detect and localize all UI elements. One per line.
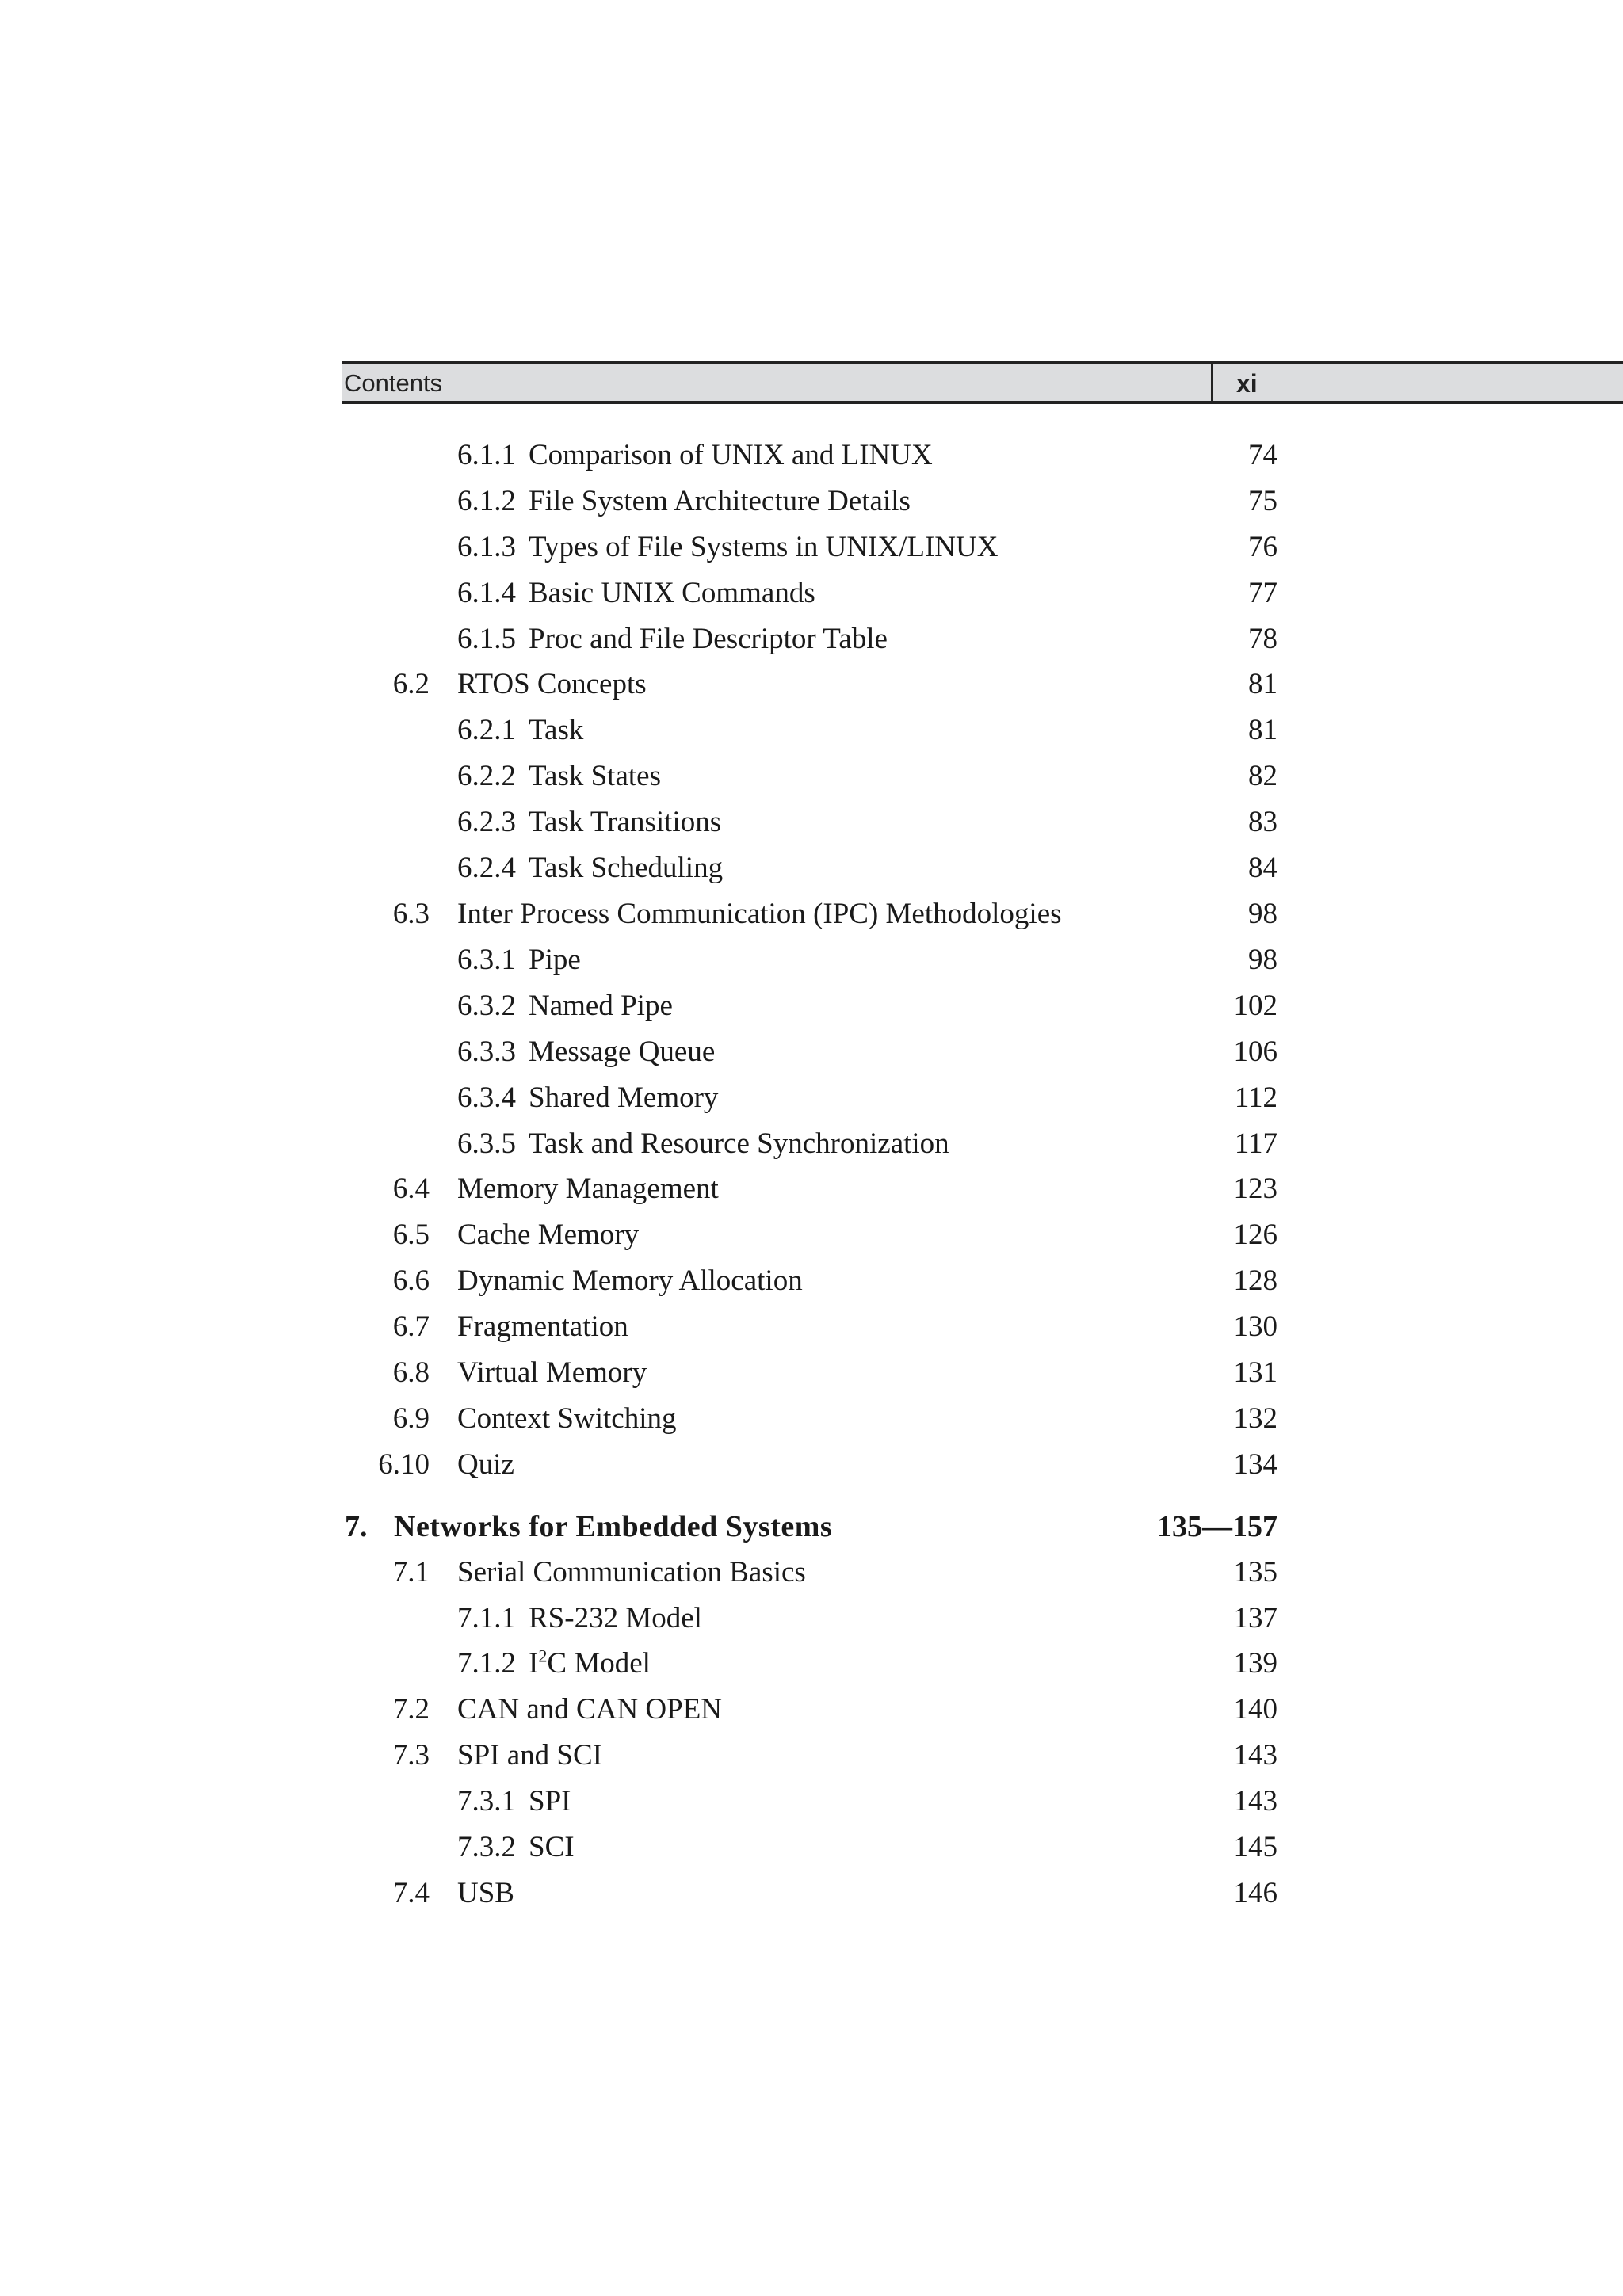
toc-chapter [0, 1507, 1623, 1547]
toc-subsection [0, 986, 1623, 1026]
toc-section [0, 1445, 1623, 1485]
toc-subsection [0, 436, 1623, 475]
toc-entry-page: 132 [1233, 1402, 1277, 1435]
toc-section [0, 1399, 1623, 1439]
toc-entry-page: 117 [1234, 1127, 1277, 1160]
toc-entry-page: 112 [1234, 1081, 1277, 1114]
toc-entry-title: Virtual Memory [457, 1356, 647, 1389]
toc-entry-page: 130 [1233, 1310, 1277, 1343]
toc-entry-number: 6.3.1 [457, 944, 516, 976]
toc-section [0, 1553, 1623, 1592]
toc-section [0, 1353, 1623, 1393]
toc-subsection [0, 1124, 1623, 1164]
toc-entry-number: 6.1.2 [457, 485, 516, 517]
toc-entry-page: 74 [1248, 439, 1277, 471]
toc-entry-page: 106 [1233, 1035, 1277, 1068]
toc-entry-title: Task and Resource Synchronization [529, 1127, 949, 1160]
toc-section [0, 894, 1623, 934]
toc-subsection [0, 849, 1623, 888]
toc-entry-number: 6.3.2 [457, 990, 516, 1022]
toc-entry-page: 76 [1248, 531, 1277, 563]
toc-entry-number: 7.3.1 [457, 1785, 516, 1817]
toc-entry-page: 82 [1248, 760, 1277, 792]
toc-entry-page: 78 [1248, 623, 1277, 655]
toc-entry-title: Basic UNIX Commands [529, 577, 815, 609]
toc-entry-number: 6.3 [392, 898, 430, 930]
toc-entry-title: Task Transitions [529, 806, 722, 838]
toc-entry-page: 140 [1233, 1693, 1277, 1726]
toc-entry-number: 6.3.5 [457, 1127, 516, 1160]
toc-entry-number: 6.2 [392, 668, 430, 700]
toc-entry-title: RTOS Concepts [457, 668, 647, 700]
toc-entry-page: 98 [1248, 944, 1277, 976]
toc-entry-page: 77 [1248, 577, 1277, 609]
toc-entry-title: SPI [529, 1785, 571, 1817]
toc-entry-title: Message Queue [529, 1035, 716, 1068]
toc-entry-page: 143 [1233, 1785, 1277, 1817]
toc-entry-title: Comparison of UNIX and LINUX [529, 439, 933, 471]
toc-entry-page: 83 [1248, 806, 1277, 838]
toc-entry-page: 84 [1248, 852, 1277, 884]
toc-entry-page: 134 [1233, 1448, 1277, 1481]
toc-entry-number: 6.8 [392, 1356, 430, 1389]
toc-entry-page: 75 [1248, 485, 1277, 517]
toc-entry-page: 135—157 [1157, 1510, 1277, 1543]
toc-entry-page: 102 [1233, 990, 1277, 1022]
toc-entry-number: 6.3.4 [457, 1081, 516, 1114]
toc-entry-page: 128 [1233, 1264, 1277, 1297]
toc-entry-page: 143 [1233, 1739, 1277, 1772]
toc-subsection [0, 1782, 1623, 1821]
toc-entry-title: CAN and CAN OPEN [457, 1693, 723, 1726]
toc-entry-page: 139 [1233, 1647, 1277, 1680]
toc-subsection [0, 1828, 1623, 1867]
toc-entry-title: Task [529, 714, 584, 746]
toc-entry-page: 135 [1233, 1556, 1277, 1589]
toc-subsection [0, 574, 1623, 613]
toc-entry-number: 6.2.2 [457, 760, 516, 792]
toc-entry-number: 7.3.2 [457, 1831, 516, 1863]
toc-entry-number: 6.4 [392, 1173, 430, 1205]
toc-entry-number: 6.7 [392, 1310, 430, 1343]
toc-section [0, 665, 1623, 704]
toc-entry-title: Quiz [457, 1448, 514, 1481]
toc-entry-page: 146 [1233, 1877, 1277, 1909]
toc-subsection [0, 1078, 1623, 1118]
toc-entry-title: Inter Process Communication (IPC) Methodologies [457, 898, 1062, 930]
toc-subsection [0, 528, 1623, 567]
toc-entry-page: 98 [1248, 898, 1277, 930]
toc-subsection [0, 620, 1623, 659]
toc-entry-number: 7.1.1 [457, 1602, 516, 1634]
toc-section [0, 1874, 1623, 1913]
toc-entry-number: 6.9 [392, 1402, 430, 1435]
toc-entry-number: 6.3.3 [457, 1035, 516, 1068]
toc-entry-title: Task States [529, 760, 661, 792]
toc-entry-number: 6.10 [378, 1448, 430, 1481]
toc-entry-number: 6.5 [392, 1219, 430, 1251]
toc-entry-number: 6.2.1 [457, 714, 516, 746]
toc-subsection [0, 1644, 1623, 1684]
toc-subsection [0, 711, 1623, 750]
header-title: Contents [344, 369, 443, 397]
toc-entry-page: 126 [1233, 1219, 1277, 1251]
toc-entry-title: Shared Memory [529, 1081, 719, 1114]
toc-entry-title: SCI [529, 1831, 575, 1863]
toc-entry-title: Types of File Systems in UNIX/LINUX [529, 531, 999, 563]
toc-entry-number: 7. [345, 1510, 368, 1543]
toc-entry-number: 7.2 [392, 1693, 430, 1726]
toc-entry-title: Serial Communication Basics [457, 1556, 806, 1589]
toc-entry-page: 131 [1233, 1356, 1277, 1389]
toc-subsection [0, 1032, 1623, 1072]
toc-subsection [0, 940, 1623, 980]
toc-entry-title: File System Architecture Details [529, 485, 911, 517]
toc-section [0, 1690, 1623, 1730]
toc-section [0, 1307, 1623, 1347]
toc-entry-number: 6.1.5 [457, 623, 516, 655]
toc-entry-title: RS-232 Model [529, 1602, 702, 1634]
toc-entry-page: 81 [1248, 714, 1277, 746]
toc-entry-title: Networks for Embedded Systems [394, 1510, 833, 1543]
toc-entry-number: 7.1 [392, 1556, 430, 1589]
toc-entry-title: Task Scheduling [529, 852, 724, 884]
toc-entry-page: 137 [1233, 1602, 1277, 1634]
toc-section [0, 1261, 1623, 1301]
toc-entry-number: 6.1.1 [457, 439, 516, 471]
toc-entry-title: SPI and SCI [457, 1739, 602, 1772]
toc-entry-number: 7.3 [392, 1739, 430, 1772]
toc-entry-title: Context Switching [457, 1402, 677, 1435]
toc-entry-title: Named Pipe [529, 990, 673, 1022]
toc-entry-title: $I^2C$ Model [529, 1646, 651, 1680]
toc-subsection [0, 757, 1623, 796]
toc-entry-number: 7.1.2 [457, 1647, 516, 1680]
toc-entry-title: Cache Memory [457, 1219, 640, 1251]
toc-section [0, 1215, 1623, 1255]
toc-section [0, 1169, 1623, 1209]
toc-section [0, 1736, 1623, 1775]
toc-entry-page: 123 [1233, 1173, 1277, 1205]
toc-entry-number: 7.4 [392, 1877, 430, 1909]
toc-subsection [0, 482, 1623, 521]
toc-entry-number: 6.2.4 [457, 852, 516, 884]
toc-entry-title: Memory Management [457, 1173, 719, 1205]
toc-entry-title: Dynamic Memory Allocation [457, 1264, 803, 1297]
toc-entry-title: Fragmentation [457, 1310, 628, 1343]
header-page-number: xi [1236, 369, 1258, 398]
toc-entry-number: 6.2.3 [457, 806, 516, 838]
toc-entry-page: 81 [1248, 668, 1277, 700]
toc-entry-title: USB [457, 1877, 514, 1909]
toc-subsection [0, 803, 1623, 842]
toc-entry-title: Pipe [529, 944, 581, 976]
toc-entry-number: 6.1.3 [457, 531, 516, 563]
toc-subsection [0, 1599, 1623, 1638]
toc-entry-number: 6.1.4 [457, 577, 516, 609]
toc-entry-number: 6.6 [392, 1264, 430, 1297]
toc-entry-title: Proc and File Descriptor Table [529, 623, 888, 655]
toc-entry-page: 145 [1233, 1831, 1277, 1863]
